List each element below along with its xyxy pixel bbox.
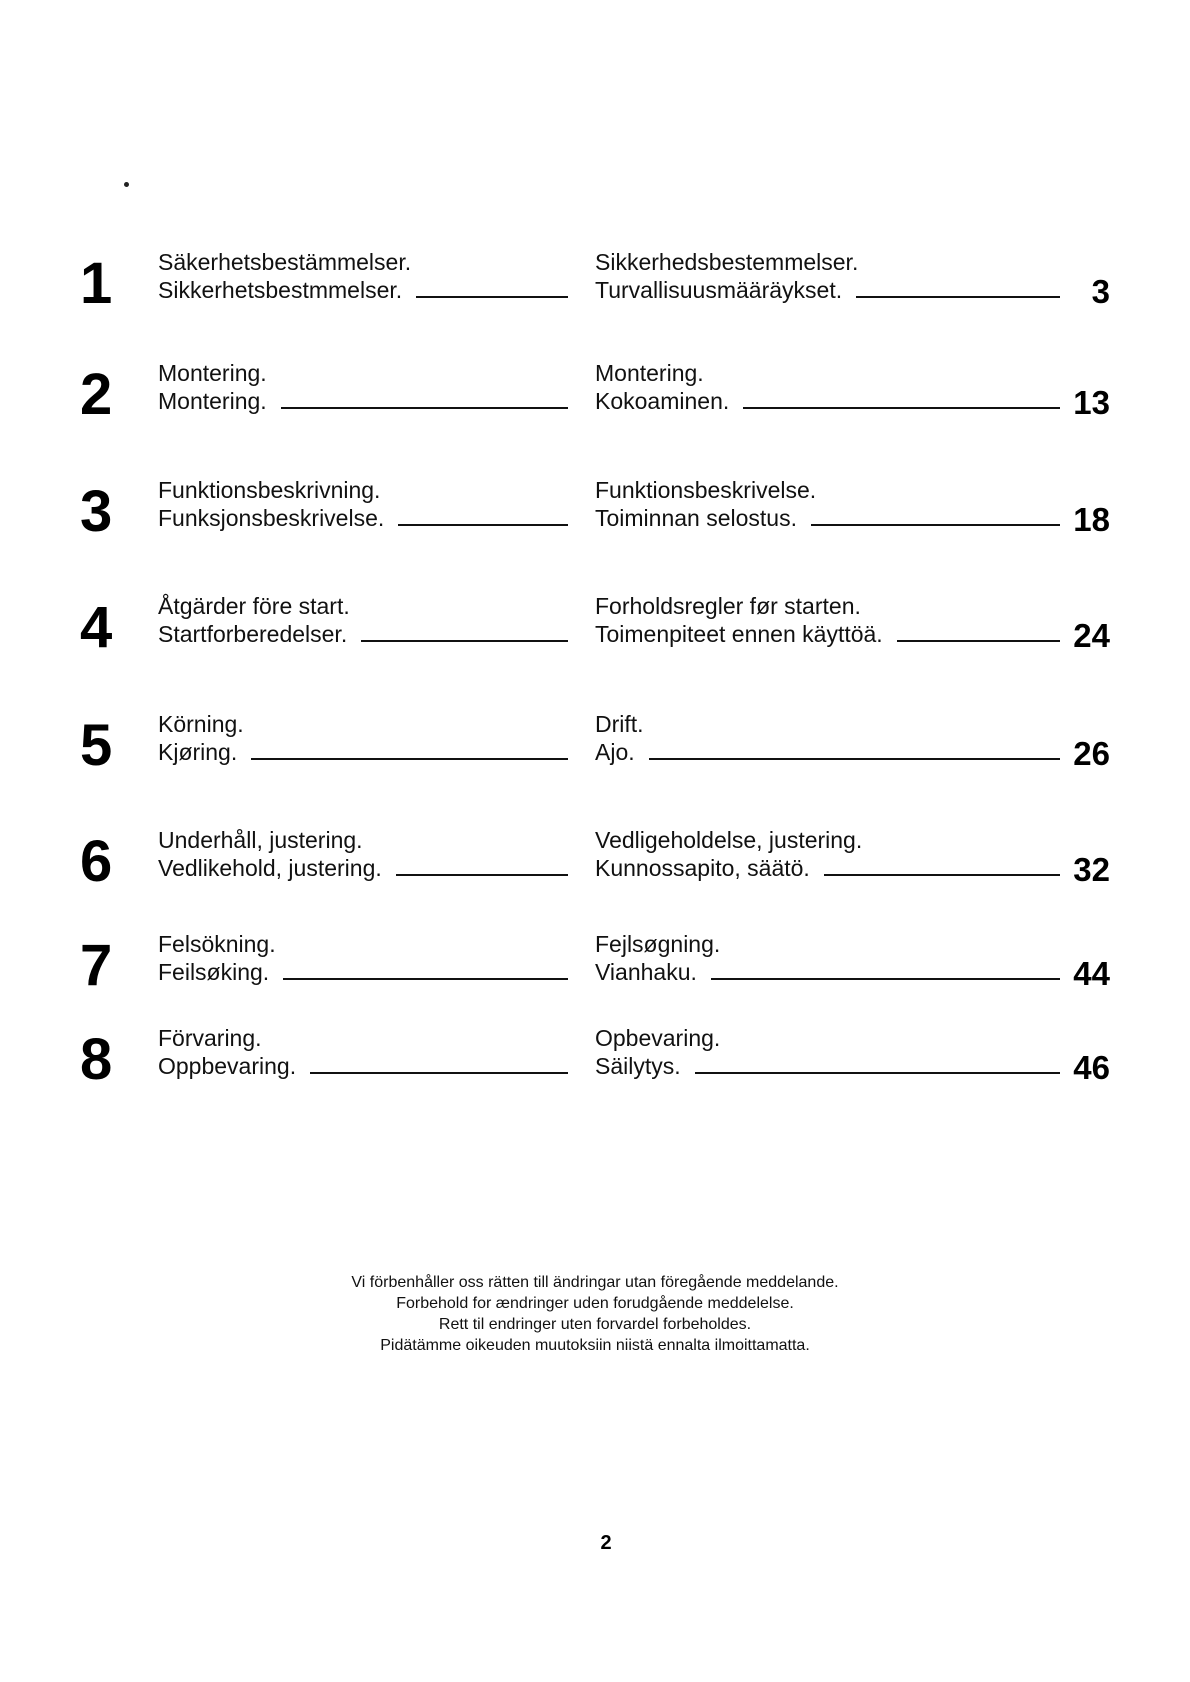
leader-line — [649, 758, 1060, 760]
entry-title-danish: Opbevaring. — [595, 1025, 721, 1051]
entry-title-finnish-line — [595, 504, 1060, 532]
entry-title-norwegian: Feilsøking. — [158, 959, 270, 985]
entry-title-norwegian: Montering. — [158, 388, 267, 414]
entry-title-norwegian-line — [158, 276, 568, 304]
entry-title-finnish-line — [595, 1052, 1060, 1080]
entry-title-norwegian: Oppbevaring. — [158, 1053, 297, 1079]
leader-line — [283, 978, 568, 980]
toc-entry-right — [595, 592, 1060, 648]
toc-page-number: 3 — [1091, 273, 1110, 310]
entry-title-norwegian-line — [158, 620, 568, 648]
toc-row-7 — [0, 930, 1190, 1000]
entry-title-finnish: Toiminnan selostus. — [595, 505, 797, 531]
toc-row-5 — [0, 710, 1190, 780]
entry-title-norwegian: Vedlikehold, justering. — [158, 855, 382, 881]
toc-entry-right — [595, 710, 1060, 766]
entry-title-danish: Fejlsøgning. — [595, 931, 721, 957]
leader-line — [416, 296, 568, 298]
toc-page-number: 46 — [1073, 1049, 1110, 1086]
entry-title-finnish-line — [595, 738, 1060, 766]
entry-title-finnish: Kokoaminen. — [595, 388, 730, 414]
toc-entry-left — [158, 826, 568, 882]
leader-line — [856, 296, 1060, 298]
toc-entry-right — [595, 826, 1060, 882]
entry-title-finnish: Vianhaku. — [595, 959, 697, 985]
leader-line — [711, 978, 1060, 980]
entry-title-danish: Montering. — [595, 360, 704, 386]
entry-title-finnish-line — [595, 276, 1060, 304]
toc-page-number: 44 — [1073, 955, 1110, 992]
toc-row-4 — [0, 592, 1190, 662]
toc-page-number: 18 — [1073, 501, 1110, 538]
entry-title-swedish: Funktionsbeskrivning. — [158, 477, 381, 503]
notice-swedish: Vi förbenhåller oss rätten till ändringar utan föregående meddelande. — [351, 1274, 839, 1291]
entry-title-swedish: Felsökning. — [158, 931, 276, 957]
toc-entry-left — [158, 592, 568, 648]
entry-title-norwegian-line — [158, 1052, 568, 1080]
change-notice — [0, 1272, 1190, 1356]
toc-entry-right — [595, 359, 1060, 415]
leader-line — [310, 1072, 568, 1074]
toc-row-8 — [0, 1024, 1190, 1094]
leader-line — [281, 407, 568, 409]
notice-norwegian: Rett til endringer uten forvardel forbeholdes. — [438, 1316, 752, 1333]
entry-title-finnish: Turvallisuusmääräykset. — [595, 277, 843, 303]
notice-danish: Forbehold for ændringer uden forudgående meddelelse. — [396, 1295, 794, 1312]
entry-title-norwegian: Startforberedelser. — [158, 621, 348, 647]
leader-line — [361, 640, 568, 642]
entry-title-swedish: Underhåll, justering. — [158, 827, 363, 853]
entry-title-finnish: Säilytys. — [595, 1053, 681, 1079]
entry-title-swedish: Säkerhetsbestämmelser. — [158, 249, 412, 275]
entry-title-finnish: Kunnossapito, säätö. — [595, 855, 810, 881]
chapter-number: 5 — [80, 713, 113, 778]
entry-title-danish: Drift. — [595, 711, 644, 737]
entry-title-danish: Sikkerhedsbestemmelser. — [595, 249, 859, 275]
entry-title-norwegian: Kjøring. — [158, 739, 238, 765]
toc-entry-left — [158, 710, 568, 766]
entry-title-danish: Vedligeholdelse, justering. — [595, 827, 863, 853]
chapter-number: 3 — [80, 479, 113, 544]
leader-line — [824, 874, 1060, 876]
leader-line — [251, 758, 568, 760]
toc-entry-right — [595, 476, 1060, 532]
toc-entry-left — [158, 248, 568, 304]
toc-row-1 — [0, 248, 1190, 318]
entry-title-norwegian-line — [158, 958, 568, 986]
chapter-number: 4 — [80, 595, 113, 660]
scan-speck-decoration — [124, 182, 129, 187]
entry-title-finnish-line — [595, 620, 1060, 648]
entry-title-swedish: Åtgärder före start. — [158, 593, 350, 619]
entry-title-danish: Funktionsbeskrivelse. — [595, 477, 817, 503]
entry-title-finnish-line — [595, 854, 1060, 882]
toc-entry-right — [595, 930, 1060, 986]
entry-title-norwegian: Sikkerhetsbestmmelser. — [158, 277, 403, 303]
entry-title-norwegian-line — [158, 387, 568, 415]
toc-entry-left — [158, 476, 568, 532]
chapter-number: 8 — [80, 1027, 113, 1092]
leader-line — [897, 640, 1060, 642]
toc-page-number: 26 — [1073, 735, 1110, 772]
chapter-number: 2 — [80, 362, 113, 427]
toc-row-3 — [0, 476, 1190, 546]
notice-finnish: Pidätämme oikeuden muutoksiin niistä ennalta ilmoittamatta. — [380, 1337, 810, 1354]
chapter-number: 6 — [80, 829, 113, 894]
entry-title-finnish-line — [595, 958, 1060, 986]
toc-entry-left — [158, 359, 568, 415]
entry-title-swedish: Förvaring. — [158, 1025, 262, 1051]
chapter-number: 1 — [80, 251, 113, 316]
leader-line — [396, 874, 568, 876]
toc-row-6 — [0, 826, 1190, 896]
toc-page-number: 24 — [1073, 617, 1110, 654]
page-folio-number: 2 — [600, 1532, 612, 1554]
entry-title-finnish-line — [595, 387, 1060, 415]
toc-entry-left — [158, 1024, 568, 1080]
toc-entry-right — [595, 248, 1060, 304]
toc-entry-left — [158, 930, 568, 986]
leader-line — [398, 524, 568, 526]
entry-title-norwegian-line — [158, 738, 568, 766]
entry-title-finnish: Ajo. — [595, 739, 635, 765]
toc-entry-right — [595, 1024, 1060, 1080]
entry-title-danish: Forholdsregler før starten. — [595, 593, 861, 619]
entry-title-swedish: Körning. — [158, 711, 244, 737]
entry-title-norwegian: Funksjonsbeskrivelse. — [158, 505, 385, 531]
leader-line — [811, 524, 1060, 526]
entry-title-norwegian-line — [158, 854, 568, 882]
toc-page-number: 32 — [1073, 851, 1110, 888]
entry-title-finnish: Toimenpiteet ennen käyttöä. — [595, 621, 883, 647]
leader-line — [695, 1072, 1060, 1074]
toc-row-2 — [0, 359, 1190, 429]
entry-title-swedish: Montering. — [158, 360, 267, 386]
chapter-number: 7 — [80, 933, 113, 998]
leader-line — [743, 407, 1060, 409]
toc-page-number: 13 — [1073, 384, 1110, 421]
entry-title-norwegian-line — [158, 504, 568, 532]
